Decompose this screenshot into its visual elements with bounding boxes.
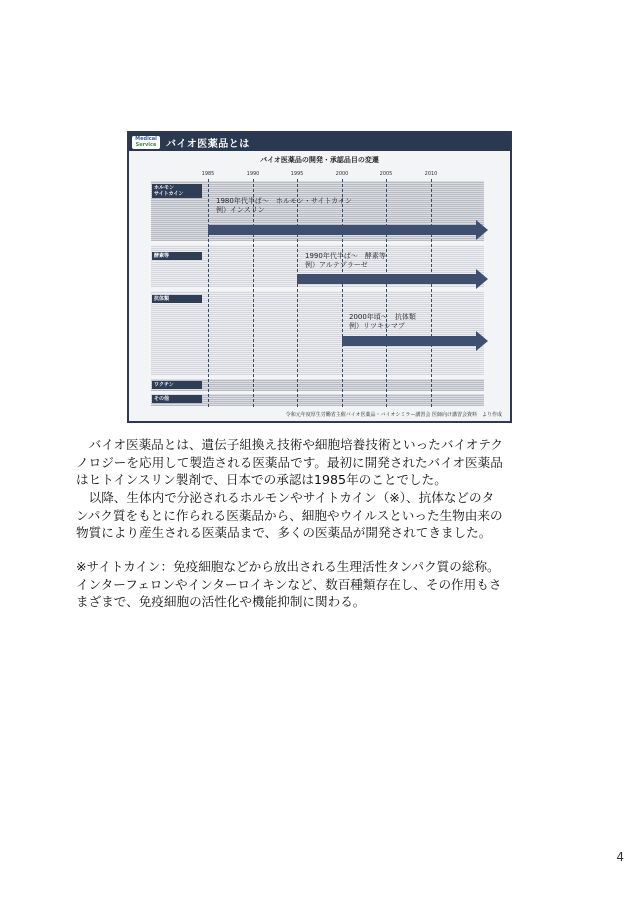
arrow-enzyme: [297, 274, 477, 284]
year-tick: 2000: [335, 171, 349, 177]
slide-canvas: [129, 133, 510, 421]
era-note-line: 2000年頃～ 抗体類: [349, 313, 416, 321]
row-label-text: その他: [154, 396, 170, 402]
row-label-text: サイトカイン: [154, 191, 184, 197]
year-gridline: [386, 179, 387, 407]
logo-line1: Medical: [135, 136, 157, 142]
row-label-antibody: [152, 295, 202, 303]
slide-figure: [127, 131, 512, 423]
year-tick: 1990: [246, 171, 260, 177]
text-line: まざまで、免疫細胞の活性化や機能抑制に関わる。: [76, 594, 366, 609]
row-label-vaccine: [152, 381, 202, 389]
slide-header: [129, 133, 510, 151]
text-line: 物質により産生される医薬品まで、多くの医薬品が開発されてきました。: [76, 525, 492, 540]
footnote-cytokine: [76, 558, 566, 611]
slide-title: バイオ医薬品とは: [166, 138, 250, 150]
year-tick: 2010: [424, 171, 438, 177]
year-tick: 1985: [201, 171, 215, 177]
paragraph-development: [76, 489, 566, 542]
year-axis: [129, 171, 510, 179]
arrow-antibody: [342, 336, 477, 346]
text-line: ノロジーを応用して製造される医薬品です。最初に開発されたバイオ医薬品: [76, 454, 503, 470]
era-note-line: 例）インスリン: [216, 206, 265, 214]
era-note-line: 1980年代半ば～ ホルモン・サイトカイン: [216, 197, 352, 205]
text-line: インターフェロンやインターロイキンなど、数百種類存在し、その作用もさ: [76, 576, 502, 592]
text-line: はヒトインスリン製剤で、日本での承認は1985年のことでした。: [76, 472, 447, 487]
era-note-line: 例）リツキシマブ: [349, 322, 405, 330]
year-gridline: [431, 179, 432, 407]
year-tick: 1995: [290, 171, 304, 177]
row-label-text: ホルモン: [154, 185, 175, 191]
timeline-title: バイオ医薬品の開発・承認品目の変遷: [260, 156, 379, 164]
arrowhead-icon: [476, 331, 488, 351]
row-label-hormone: [152, 184, 202, 198]
era-note-line: 例）アルテプラーゼ: [305, 261, 368, 269]
era-note-enzyme: [305, 252, 386, 270]
logo: [132, 136, 160, 149]
source-note: 令和元年度厚生労働省主催バイオ医薬品・バイオシミラー講習会 医師向け講習会資料 より作成: [285, 412, 502, 418]
year-gridline: [208, 179, 209, 407]
era-note-line: 1990年代半ば～ 酵素等: [305, 252, 386, 260]
arrowhead-icon: [476, 269, 488, 289]
row-label-other: [152, 395, 202, 403]
year-tick: 2005: [379, 171, 393, 177]
era-note-hormone: [216, 197, 352, 215]
paragraph-intro: [76, 436, 566, 489]
era-note-antibody: [349, 313, 416, 331]
band-antibody: [151, 291, 484, 375]
row-label-text: 抗体類: [154, 296, 170, 302]
arrowhead-icon: [476, 220, 488, 240]
text-line: ※サイトカイン：免疫細胞などから放出される生理活性タンパク質の総称。: [76, 559, 500, 574]
row-label-text: 酵素等: [154, 253, 170, 259]
logo-line2: Service: [135, 142, 157, 148]
row-label-text: ワクチン: [154, 382, 174, 388]
text-line: バイオ医薬品とは、遺伝子組換え技術や細胞培養技術といったバイオテク: [76, 437, 503, 452]
text-line: ンパク質をもとに作られる医薬品から、細胞やウイルスといった生物由来の: [76, 507, 503, 523]
page-number: 4: [616, 850, 624, 864]
text-line: 以降、生体内で分泌されるホルモンやサイトカイン（※）、抗体などのタ: [76, 490, 495, 505]
row-label-enzyme: [152, 252, 202, 260]
arrow-hormone: [208, 225, 477, 235]
